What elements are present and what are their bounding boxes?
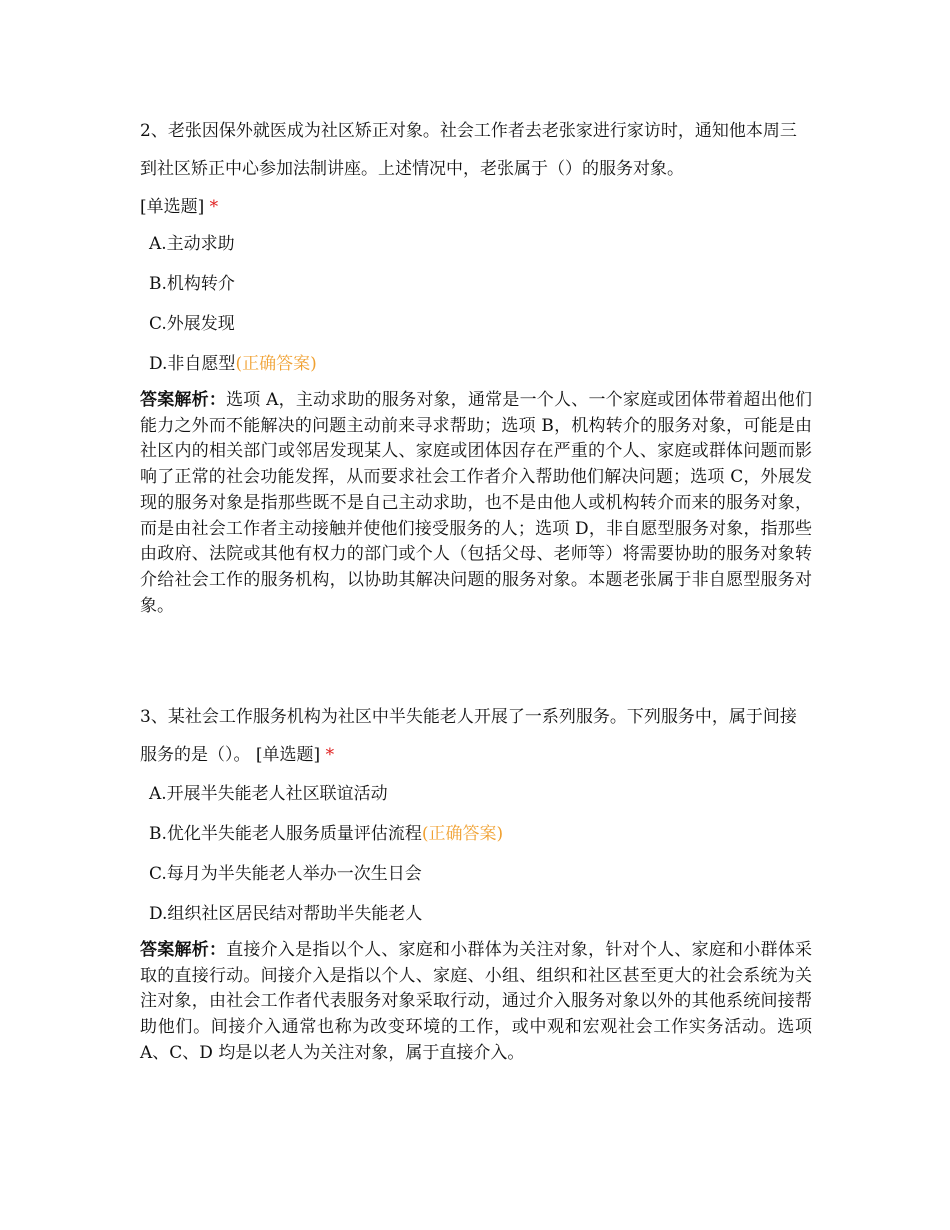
correct-answer-tag: (正确答案) — [421, 824, 504, 844]
option-c[interactable] — [149, 312, 812, 336]
question-2 — [140, 112, 812, 619]
option-label: D.组织社区居民结对帮助半失能老人 — [149, 904, 423, 924]
option-label: A.开展半失能老人社区联谊活动 — [149, 784, 388, 804]
question-type: [单选题] — [140, 197, 205, 217]
option-a[interactable] — [149, 232, 812, 256]
option-b[interactable] — [149, 822, 812, 846]
question-text: 3、某社会工作服务机构为社区中半失能老人开展了一系列服务。下列服务中，属于间接服务的是（）。 — [140, 707, 797, 765]
option-list — [140, 232, 812, 376]
option-b[interactable] — [149, 272, 812, 296]
option-label: C.每月为半失能老人举办一次生日会 — [149, 864, 422, 884]
question-stem — [140, 698, 812, 774]
option-d[interactable] — [149, 902, 812, 926]
analysis-text: 选项 A，主动求助的服务对象，通常是一个人、一个家庭或团体带着超出他们能力之外而不能解决的问题主动前来寻求帮助；选项 B，机构转介的服务对象，可能是由社区内的相关部门或邻居发现某人、家庭或团体因存在严重的个人、家庭或群体问题而影响了正常的社会功能发挥，从而要求社会工作者介入帮助他们解决问题；选项 C，外展发现的服务对象是指那些既不是自己主动求助，也不是由他人或机构转介而来的服务对象，而是由社会工作者主动接触并使他们接受服务的人；选项 D，非自愿型服务对象，指那些由政府、法院或其他有权力的部门或个人（包括父母、老师等）将需要协助的服务对象转介给社会工作的服务机构，以协助其解决问题的服务对象。本题老张属于非自愿型服务对象。 — [140, 390, 813, 616]
option-label: D.非自愿型 — [149, 354, 236, 374]
analysis-label: 答案解析： — [140, 390, 227, 410]
option-label: B.优化半失能老人服务质量评估流程 — [149, 824, 422, 844]
required-mark: * — [325, 745, 335, 765]
option-d[interactable] — [149, 352, 812, 376]
option-label: B.机构转介 — [149, 274, 235, 294]
correct-answer-tag: (正确答案) — [235, 354, 317, 374]
option-label: A.主动求助 — [149, 234, 235, 254]
question-type: [单选题] — [255, 745, 321, 765]
required-mark: * — [209, 197, 219, 217]
question-text: 2、老张因保外就医成为社区矫正对象。社会工作者去老张家进行家访时，通知他本周三到社区矫正中心参加法制讲座。上述情况中，老张属于（）的服务对象。 — [140, 121, 797, 179]
question-stem — [140, 112, 812, 226]
option-list — [140, 782, 812, 926]
analysis-text: 直接介入是指以个人、家庭和小群体为关注对象，针对个人、家庭和小群体采取的直接行动。间接介入是指以个人、家庭、小组、组织和社区甚至更大的社会系统为关注对象，由社会工作者代表服务对象采取行动，通过介入服务对象以外的其他系统间接帮助他们。间接介入通常也称为改变环境的工作，或中观和宏观社会工作实务活动。选项 A、C、D 均是以老人为关注对象，属于直接介入。 — [140, 940, 813, 1063]
analysis-label: 答案解析： — [140, 940, 227, 960]
option-label: C.外展发现 — [149, 314, 235, 334]
option-c[interactable] — [149, 862, 812, 886]
answer-analysis — [140, 938, 812, 1067]
option-a[interactable] — [149, 782, 812, 806]
question-3 — [140, 698, 812, 1067]
answer-analysis — [140, 388, 812, 619]
